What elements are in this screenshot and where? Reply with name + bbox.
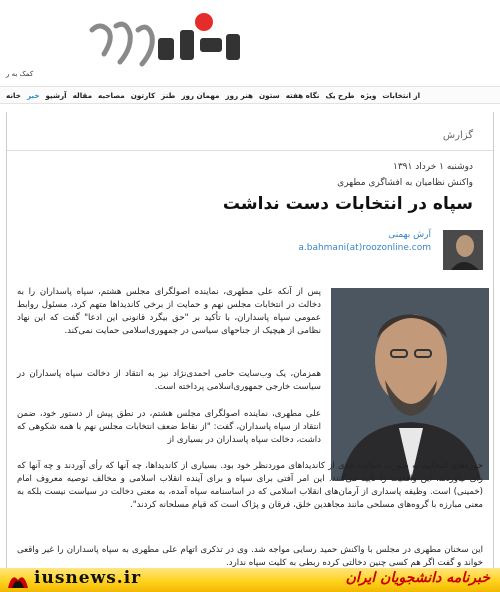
author-avatar-image <box>443 230 483 270</box>
nav-item[interactable]: طرح یک <box>325 90 355 100</box>
author-name[interactable]: آرش بهمنی <box>388 230 431 240</box>
article-paragraph: پس از آنکه علی مطهری، نماینده اصولگرای مجلس هشتم، سپاه پاسداران را به دخالت در انتخابات مجلس نهم و حمایت از برخی کاندیداها متهم کرد، مسئول روابط عمومی سپاه پاسداران، با تأکید بر "حق بیگرد قانونی این ادعا" گفت که این نهاد نظامی از هیچیک از جناحهای سیاسی در جمهوری‌اسلامی حمایت نمی‌کند. <box>17 287 321 336</box>
section-label: گزارش <box>442 130 473 141</box>
nav-item[interactable]: طنز <box>161 90 176 100</box>
site-header <box>0 0 500 84</box>
article-paragraph: همزمان، یک وب‌سایت حامی احمدی‌نژاد نیز به انتقاد از دخالت سپاه پاسداران در سیاست خارجی جمهوری‌اسلامی پرداخته است. <box>17 369 321 392</box>
article-kicker: واکنش نظامیان به افشاگری مطهری <box>337 178 473 188</box>
nav-item[interactable]: هنر روز <box>225 90 254 100</box>
nav-item[interactable]: مصاحبه <box>98 90 125 100</box>
nav-item[interactable]: نگاه هفته <box>285 90 320 100</box>
article-paragraph: علی مطهری، نماینده اصولگرای مجلس هشتم، در نطق پیش از دستور خود، ضمن انتقاد از سپاه پاسداران، گفت: "از نقاط ضعف انتخابات مجلس نهم با همه شکوهی که داشت، دخالت سپاه پاسداران در بسیاری از <box>17 409 321 445</box>
article-frame <box>6 112 494 592</box>
nav-item[interactable]: مهمان روز <box>181 90 220 100</box>
article-paragraph: حوزه‌های انتخابیه به صورت حمایت جدی از کاندیداهای موردنظر خود بود. بسیاری از کاندیداها، چه آنها که رأی آوردند و چه آنها که رأی نیاوردند، این واقعیت را تأیید می‌کنند. این امر آفتی برای سپاه و برای آینده انقلاب اسلامی و مخالف توصیه معروف امام (خمینی) است. وظیفه پاسداری از آرمان‌های انقلاب اسلامی که در اساسنامه سپاه آمده، به معنی دخالت در سیاست نیست بلکه به معنی مبارزه با گروه‌های مسلحی مانند مجاهدین خلق، فرقان و پژاک است که قیام مسلحانه کردند". <box>17 461 483 510</box>
divider <box>7 150 493 151</box>
nav-item[interactable]: آرشیو <box>45 90 67 100</box>
nav-item[interactable]: کارتون <box>130 90 156 100</box>
author-email[interactable]: a.bahmani(at)roozonline.com <box>298 243 431 253</box>
article-paragraph: این سخنان مطهری در مجلس با واکنش حمید رسایی مواجه شد. وی در تذکری اتهام علی مطهری به سپاه پاسداران را غیر واقعی خواند و گفت اگر هم کسی چنین دخالتی کرده ربطی به کلیت سپاه ندارد. <box>17 545 483 568</box>
nav-item[interactable]: مقاله <box>72 90 93 100</box>
nav-item[interactable]: خبر <box>26 90 40 100</box>
nav-item[interactable]: ستون <box>259 90 280 100</box>
watermark-bar <box>0 568 500 592</box>
article-photo <box>331 288 489 480</box>
rooz-logo[interactable] <box>86 8 246 80</box>
main-nav <box>0 86 500 104</box>
article-date: دوشنبه ۱ خرداد ۱۳۹۱ <box>393 162 473 172</box>
watermark-logo <box>6 570 30 590</box>
author-photo <box>443 230 483 270</box>
help-link[interactable]: کمک به ر <box>6 70 34 78</box>
article-title: سپاه در انتخابات دست نداشت <box>222 194 473 214</box>
nav-item[interactable]: از انتخابات <box>382 90 421 100</box>
nav-item[interactable]: خانه <box>6 90 21 100</box>
portrait-image <box>331 288 489 480</box>
nav-item[interactable]: ویژه <box>360 90 377 100</box>
watermark-name: خبرنامه دانشجویان ایران <box>345 570 490 586</box>
watermark-site: iusnews.ir <box>34 568 142 588</box>
